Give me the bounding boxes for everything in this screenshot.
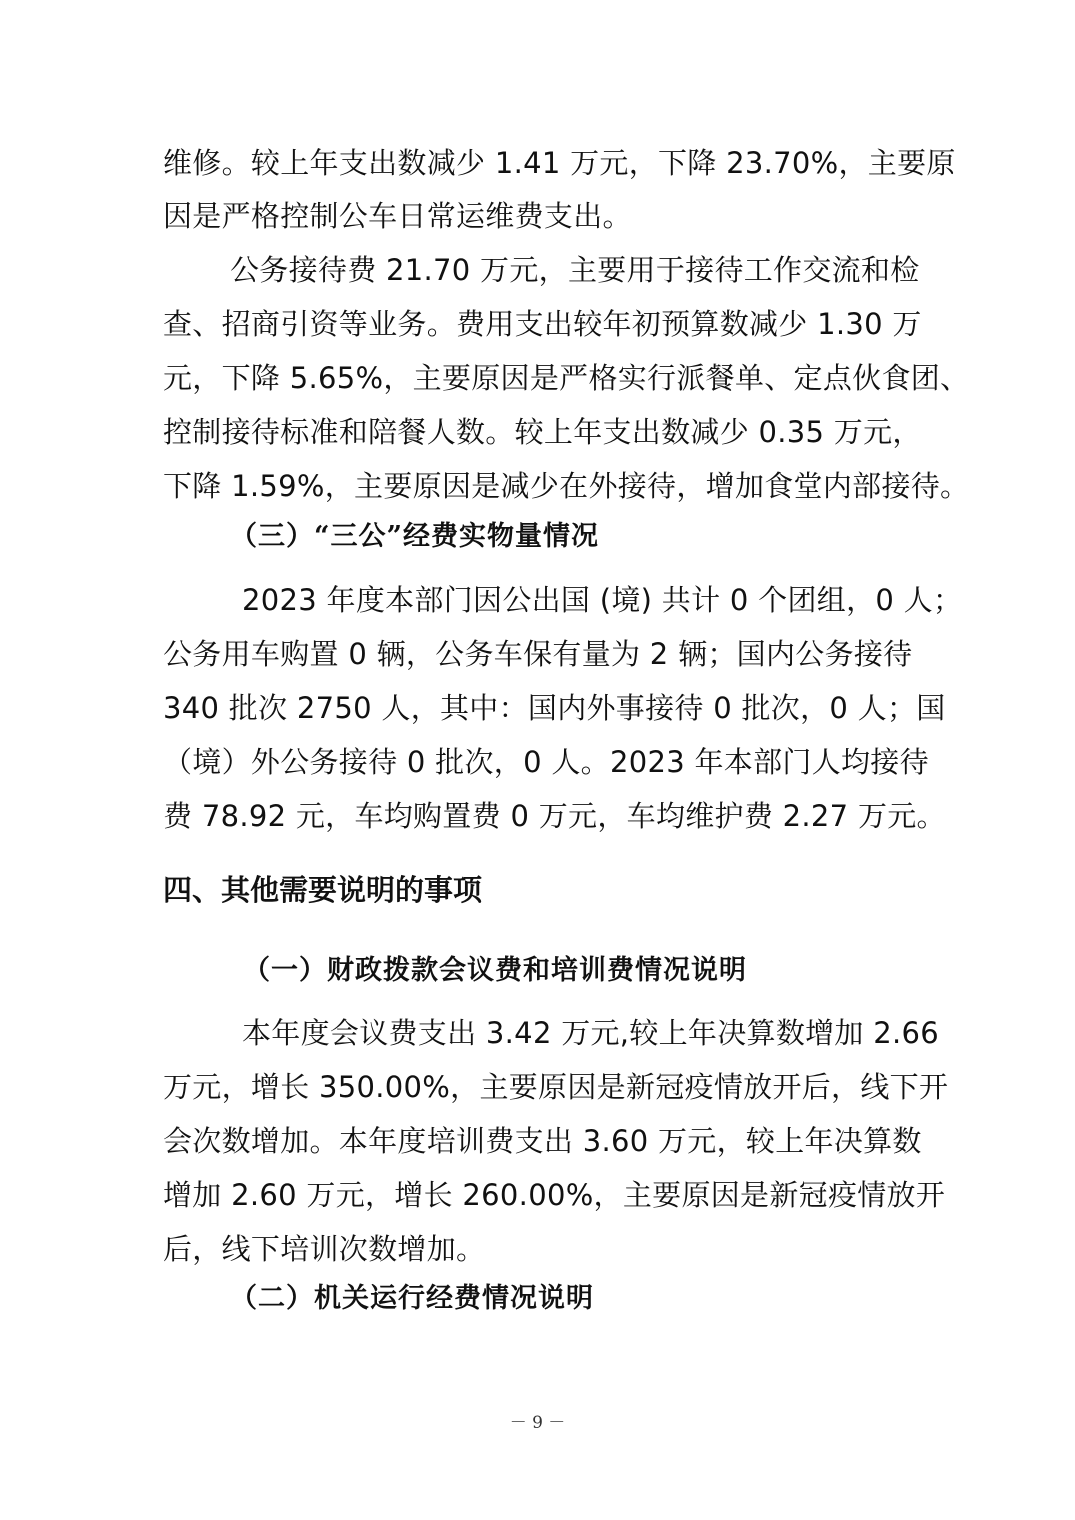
- paragraph-line: 公务接待费 21.70 万元，主要用于接待工作交流和检: [230, 253, 920, 287]
- paragraph-line: 会次数增加。本年度培训费支出 3.60 万元，较上年决算数: [163, 1124, 922, 1158]
- subsection-heading: （二）机关运行经费情况说明: [230, 1283, 594, 1314]
- page-number: － 9 －: [509, 1413, 566, 1433]
- section-heading: 四、其他需要说明的事项: [163, 873, 483, 907]
- paragraph-line: 维修。较上年支出数减少 1.41 万元，下降 23.70%，主要原: [163, 146, 956, 180]
- subsection-heading: （三）“三公”经费实物量情况: [230, 521, 600, 552]
- paragraph-line: 元，下降 5.65%，主要原因是严格实行派餐单、定点伙食团、: [163, 361, 970, 395]
- paragraph-line: 因是严格控制公车日常运维费支出。: [163, 199, 632, 233]
- subsection-heading: （一）财政拨款会议费和培训费情况说明: [243, 955, 747, 986]
- paragraph-line: 340 批次 2750 人，其中：国内外事接待 0 批次，0 人；国: [163, 691, 946, 725]
- paragraph-line: 本年度会议费支出 3.42 万元,较上年决算数增加 2.66: [242, 1016, 940, 1050]
- paragraph-line: 公务用车购置 0 辆，公务车保有量为 2 辆；国内公务接待: [163, 637, 913, 671]
- paragraph-line: 费 78.92 元，车均购置费 0 万元，车均维护费 2.27 万元。: [163, 799, 946, 833]
- paragraph-line: 增加 2.60 万元，增长 260.00%，主要原因是新冠疫情放开: [163, 1178, 946, 1212]
- paragraph-line: 后，线下培训次数增加。: [163, 1232, 486, 1266]
- paragraph-line: 控制接待标准和陪餐人数。较上年支出数减少 0.35 万元，: [163, 415, 922, 449]
- paragraph-line: 查、招商引资等业务。费用支出较年初预算数减少 1.30 万: [163, 307, 922, 341]
- paragraph-line: （境）外公务接待 0 批次，0 人。2023 年本部门人均接待: [163, 745, 929, 779]
- paragraph-line: 万元，增长 350.00%，主要原因是新冠疫情放开后，线下开: [163, 1070, 949, 1104]
- paragraph-line: 下降 1.59%，主要原因是减少在外接待，增加食堂内部接待。: [163, 469, 970, 503]
- paragraph-line: 2023 年度本部门因公出国 (境) 共计 0 个团组，0 人；: [242, 583, 963, 617]
